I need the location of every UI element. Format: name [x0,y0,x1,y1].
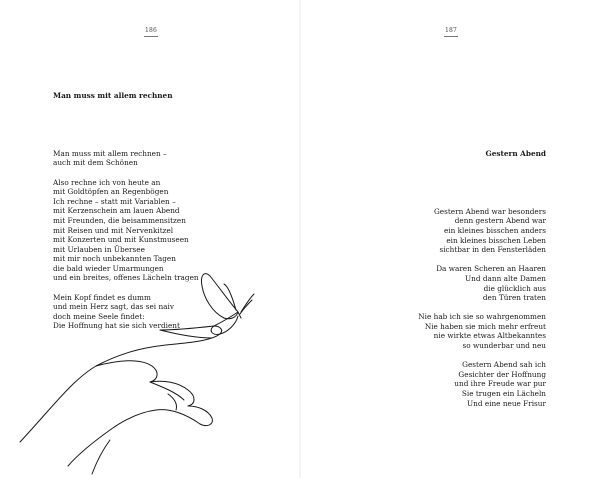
poem-line: Und eine neue Frisur [466,398,546,408]
poem-line: mit Konzerten und mit Kunstmuseen [53,235,189,245]
poem-title: Man muss mit allem rechnen [53,91,173,101]
poem-line: Die Hoffnung hat sie sich verdient [53,321,180,331]
poem-line: Da waren Scheren an Haaren [436,264,546,274]
poem-line: Gestern Abend war besonders [433,206,546,216]
poem-line: Nie hab ich sie so wahrgenommen [418,312,546,322]
right-poem [418,130,546,437]
poem-line: Ich rechne – statt mit Variablen – [53,196,176,206]
poem-line: auch mit dem Schönen [53,158,138,168]
page-number-rule [444,36,458,37]
poem-line: den Türen traten [482,293,546,303]
right-poem-body [418,207,546,408]
poem-line: denn gestern Abend war [454,216,546,226]
poem-line: nie wirkte etwas Altbekanntes [433,331,546,341]
left-page-number: 186 [136,27,166,37]
right-page-number: 187 [436,27,466,37]
poem-line: Also rechne ich von heute an [53,177,161,187]
poem-line: und mein Herz sagt, das sei naiv [53,302,174,312]
stanza [418,207,546,255]
stanza [53,293,199,331]
poem-line: die bald wieder Umarmungen [53,263,164,273]
poem-line: und ein breites, offenes Lächeln tragen [53,273,199,283]
poem-line: mit Freunden, die beisammensitzen [53,215,186,225]
stanza [418,312,546,350]
poem-line: so wunderbar und neu [462,341,546,351]
poem-line: Sie trugen ein Lächeln [461,389,546,399]
poem-line: mit Goldtöpfen an Regenbögen [53,187,169,197]
stanza [418,360,546,408]
poem-title: Gestern Abend [485,149,546,159]
right-page [300,0,600,478]
poem-line: ein kleines bisschen Leben [446,235,546,245]
left-poem-body [53,149,199,331]
poem-line: Gesichter der Hoffnung [458,369,546,379]
poem-line: Mein Kopf findet es dumm [53,292,151,302]
poem-line: Gestern Abend sah ich [462,360,546,370]
poem-line: mit Urlauben in Übersee [53,244,145,254]
poem-line: und ihre Freude war pur [454,379,546,389]
poem-line: doch meine Seele findet: [53,311,145,321]
page-number-rule [144,36,158,37]
left-poem [53,72,199,360]
stanza [418,264,546,302]
poem-line: ein kleines bisschen anders [443,225,546,235]
stanza [53,149,199,168]
stanza [53,178,199,284]
poem-line: Man muss mit allem rechnen – [53,148,167,158]
poem-line: sichtbar in den Fensterläden [439,245,546,255]
poem-line: Und dann alte Damen [465,273,546,283]
poem-line: mit mir noch unbekannten Tagen [53,254,176,264]
poem-line: mit Reisen und mit Nervenkitzel [53,225,174,235]
poem-line: mit Kerzenschein am lauen Abend [53,206,180,216]
poem-line: die glücklich aus [483,283,546,293]
poem-line: Nie haben sie mich mehr erfreut [424,321,546,331]
